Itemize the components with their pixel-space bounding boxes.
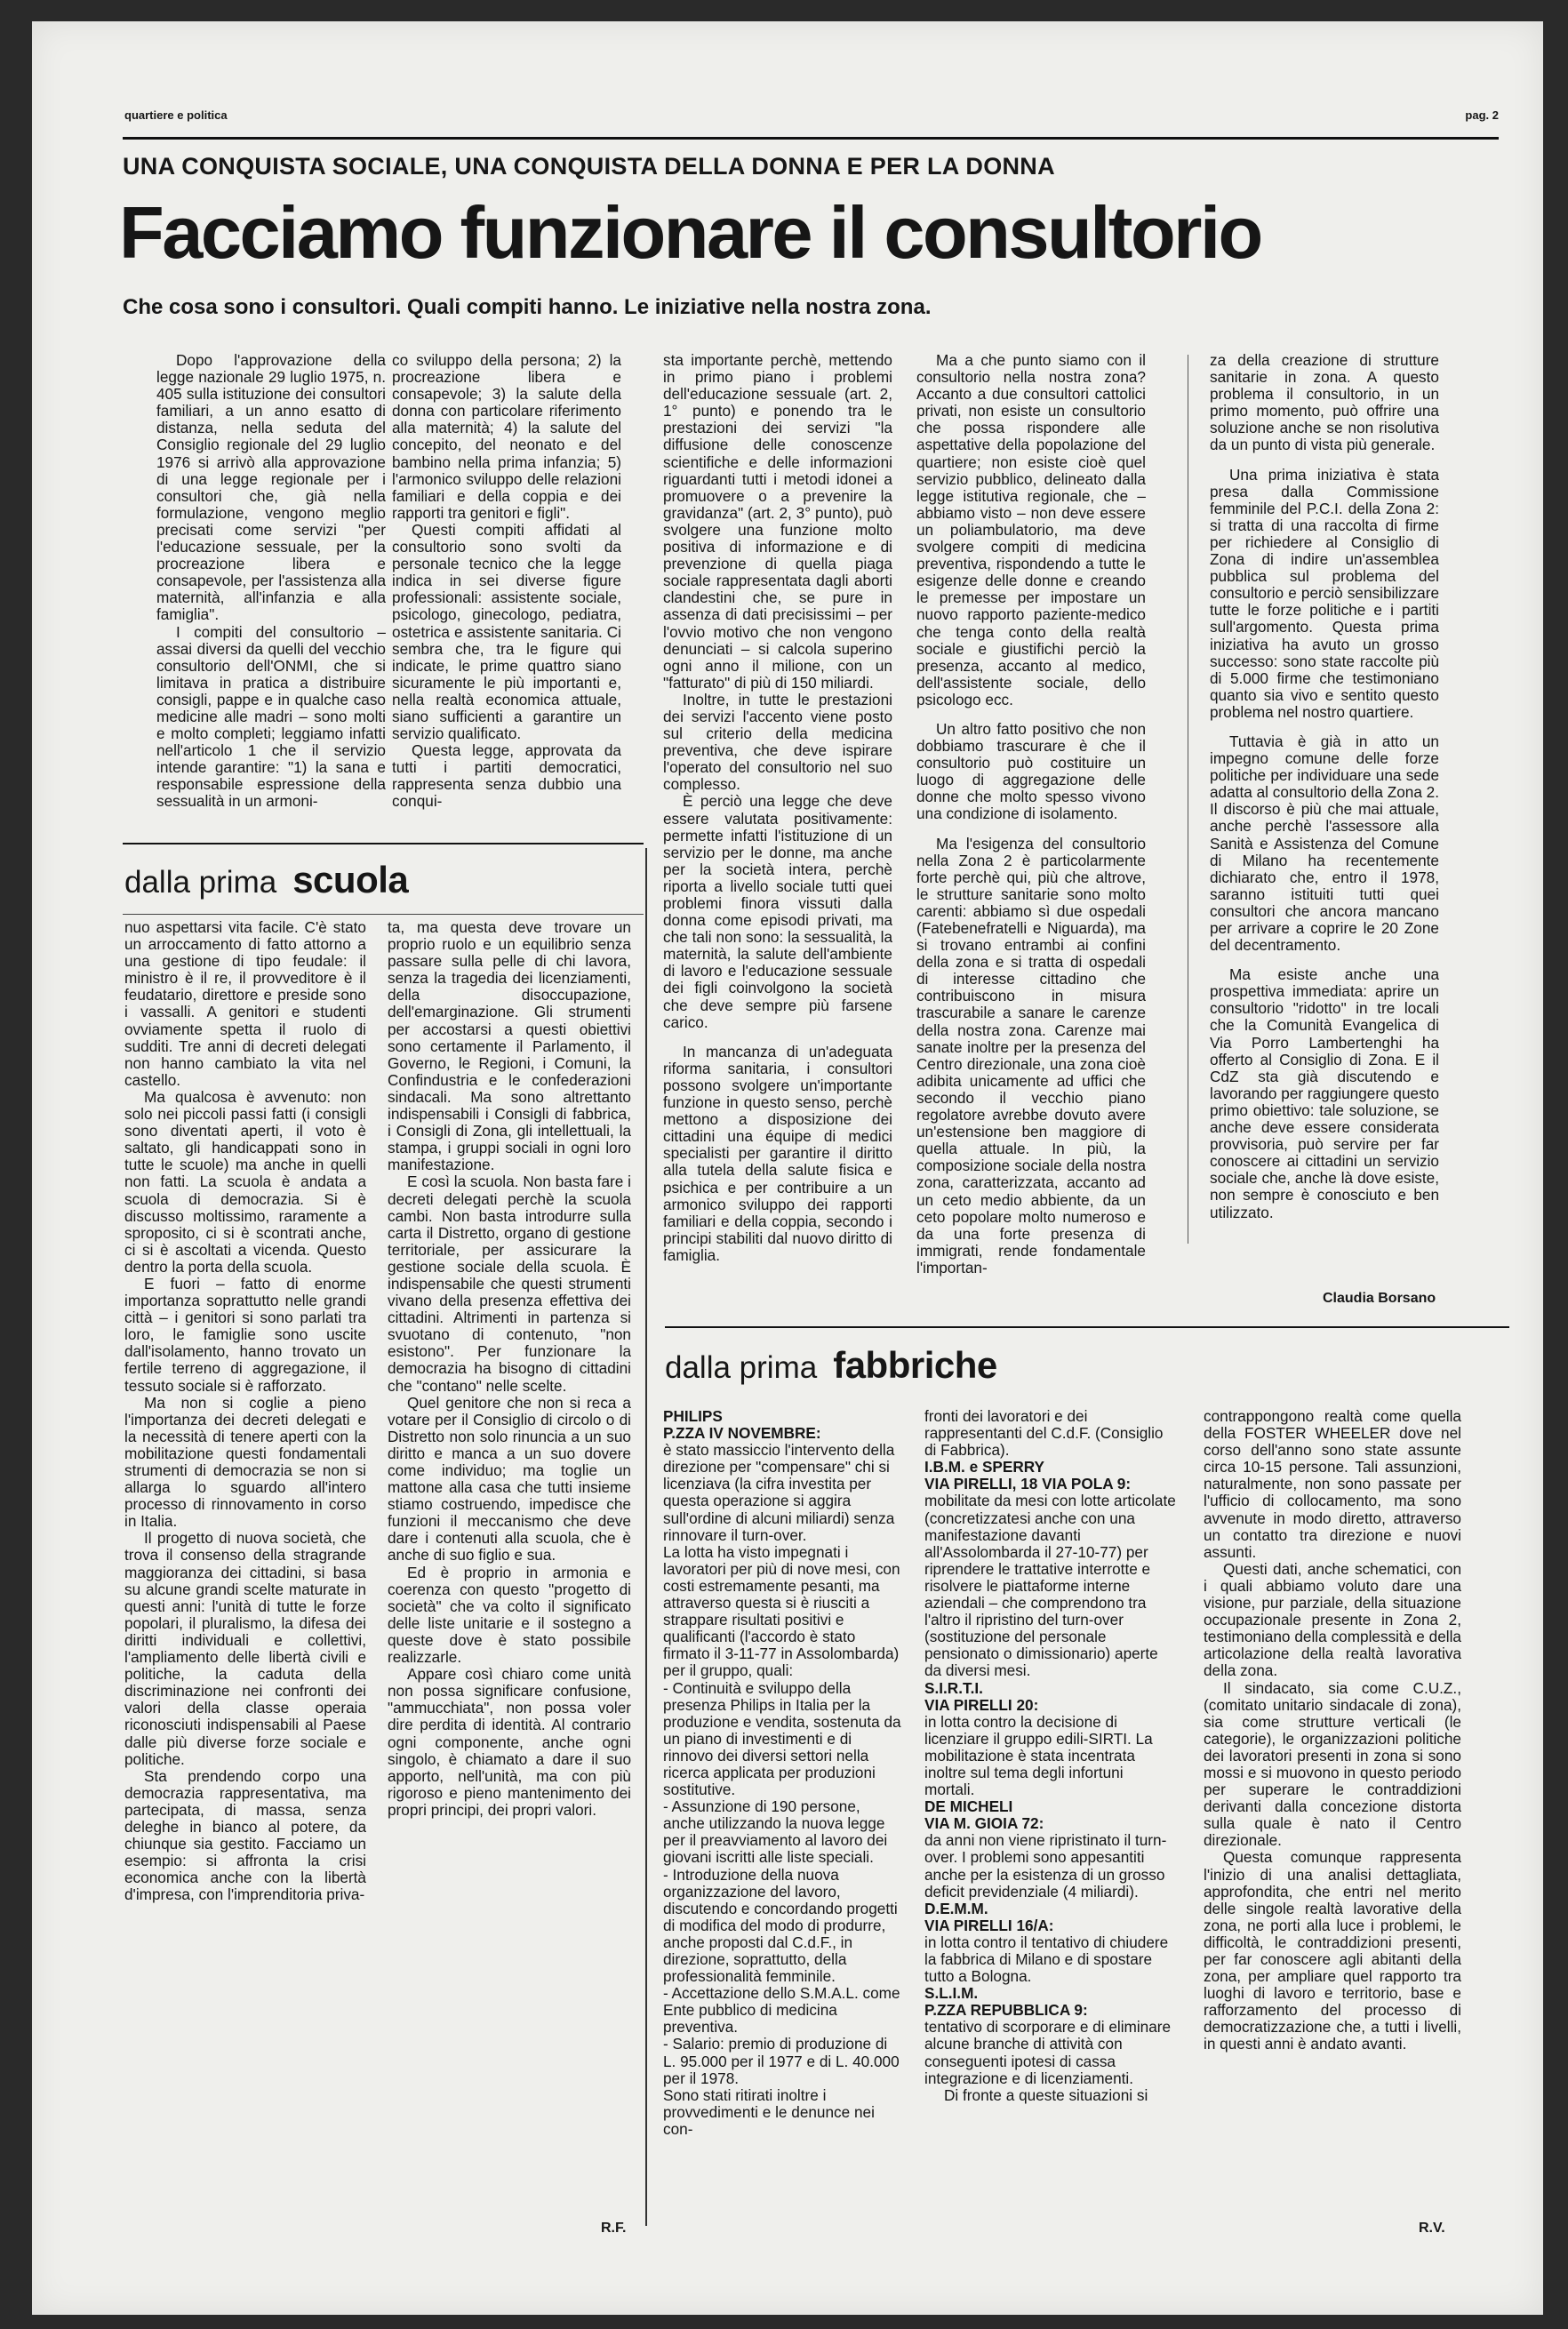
paragraph: tentativo di scorporare e di eliminare alcune branche di attività con conseguenti ipotesi di cassa integrazione e di licenziamenti. [924, 2018, 1172, 2087]
paragraph: Ma l'esigenza del consultorio nella Zona 2 è particolarmente forte perchè qui, più che altrove, le strutture sanitarie sono molto carenti: abbiamo sì due ospedali (Fatebenefratelli e Niguarda), ma si trovano entrambi ai confini della zona e si tratta di ospedali di interesse cittadino che contribuiscono in misura trascurabile a sanare le carenze della nostra zona. Carenze mai sanate inoltre per la presenza del Centro direzionale, una zona cioè adibita unicamente ad uffici che secondo il vecchio piano regolatore avrebbe dovuto avere un'estensione ben maggiore di quella attuale. In più, la composizione sociale della nostra zona, caratterizzata, accanto ad un ceto medio abbiente, da un ceto popolare molto numeroso e da una forte presenza di immigrati, rende fondamentale l'importan- [916, 834, 1146, 1277]
scuola-column-2 [388, 919, 631, 2217]
paragraph: Tuttavia è già in atto un impegno comune delle forze politiche per individuare una sede adatta al consultorio della Zona 2. Il discorso è più che mai attuale, anche perchè l'assessore alla Sanità e Assistenza del Comune di Milano ha recentemente dichiarato che, entro il 1978, saranno istituiti tutti quei consultori che ancora mancano per arrivare a coprire le 20 Zone del decentramento. [1210, 732, 1439, 955]
company-address: VIA PIRELLI 20: [924, 1695, 1039, 1714]
article-column-1 [156, 352, 386, 832]
paragraph: Ma a che punto siamo con il consultorio nella nostra zona? Accanto a due consultori cattolici privati, non esiste un consultorio che possa rispondere alle aspettative della popolazione del quartiere; non esiste cioè quel servizio pubblico, delineato dalla legge istitutiva regionale, che – abbiamo visto – non deve essere un poliambulatorio, ma deve svolgere compiti di medicina preventiva, rispondendo a tutte le esigenze delle donne e creando le premesse per impostare un nuovo rapporto paziente-medico che tenga conto della realtà sociale e giustifichi perciò la presenza, accanto al medico, dell'assistente sociale, dello psicologo ecc. [916, 352, 1146, 708]
article-column-4 [916, 352, 1146, 1298]
company-address: VIA M. GIOIA 72: [924, 1814, 1044, 1833]
scuola-column-1 [124, 919, 366, 2226]
heading-keyword: fabbriche [833, 1344, 997, 1386]
heading-keyword: scuola [292, 859, 409, 900]
company-name: I.B.M. e SPERRY [924, 1458, 1044, 1477]
paragraph: Questi dati, anche schematici, con i quali abbiamo voluto dare una visione, pur parziale, della situazione occupazionale presente in Zona 2, testimoniano della complessità e della articolazione della realtà lavorativa della zona. [1204, 1559, 1461, 1680]
section-label: quartiere e politica [124, 108, 228, 122]
company-address: VIA PIRELLI 16/A: [924, 1916, 1054, 1934]
paragraph: Questa legge, approvata da tutti i partiti democratici, rappresenta senza dubbio una conqui- [392, 741, 621, 811]
paragraph: E fuori – fatto di enorme importanza soprattutto nelle grandi città – i genitori si sono parlati tra loro, le famiglie sono uscite dall'isolamento, hanno trovato un fertile terreno di aggregazione, il tessuto sociale si è rafforzato. [124, 1274, 366, 1395]
paragraph: Il progetto di nuova società, che trova il consenso della stragrande maggioranza dei cittadini, si basa su alcune grandi scelte maturate in questi anni: l'unità di tutte le forze popolari, il pluralismo, la difesa dei diritti individuali e collettivi, l'ampliamento delle libertà civili e politiche, la caduta della discriminazione nei confronti dei valori della classe operaia riconosciuti indispensabili al Paese dalle più diverse forze sociale e politiche. [124, 1529, 366, 1768]
list-item: - Assunzione di 190 persone, anche utilizzando la nuova legge per il preavviamento al lavoro dei giovani iscritti alle liste speciali. [663, 1797, 888, 1867]
paragraph: Ed è proprio in armonia e coerenza con questo "progetto di società" che va colto il significato delle liste unitarie e il sostegno a queste dove è stato possibile realizzarle. [388, 1563, 631, 1667]
newspaper-page [32, 21, 1543, 2315]
company-address: P.ZZA IV NOVEMBRE: [663, 1424, 821, 1443]
article-column-3 [663, 352, 892, 1298]
paragraph: mobilitate da mesi con lotte articolate (concretizzatesi anche con una manifestazione davanti all'Assolombarda il 27-10-77) per riprendere le trattative interrotte e risolvere le piattaforme interne aziendali – che comprendono tra l'altro il ripristino del turn-over (sostituzione del personale pensionato o dimissionario) aperte da diversi mesi. [924, 1492, 1176, 1680]
paragraph: Inoltre, in tutte le prestazioni dei servizi l'accento viene posto sul criterio della medicina preventiva, che deve ispirare l'operato del consultorio nel suo complesso. [663, 690, 892, 794]
column-divider [645, 848, 647, 2226]
paragraph: È perciò una legge che deve essere valutata positivamente: permette infatti l'istituzione di un servizio per le donne, ma anche per la società intera, perchè riporta a livello sociale tutti quei problemi finora vissuti dalla donna come episodi privati, ma che tali non sono: la sessualità, la maternità, la salute dell'ambiente di lavoro e l'educazione sessuale dei figli coinvolgono la società che deve sempre più farsene carico. [663, 792, 892, 1031]
paragraph: Ma qualcosa è avvenuto: non solo nei piccoli passi fatti (i consigli sono diventati aperti, il voto è saltato, gli handicappati sono in tutte le scuole) ma anche in quelli non fatti. La scuola è andata a scuola di democrazia. Si è discusso moltissimo, raramente a sproposito, ci si è scontrati anche, ci si è ascoltati a vicenda. Questo dentro la porta della scuola. [124, 1087, 366, 1276]
paragraph: Appare così chiaro come unità non possa significare confusione, "ammucchiata", non possa voler dire perdita di identità. Al contrario ogni componente, anche ogni singolo, è chiamato a dare il suo apporto, nell'unità, ma con più rigoroso e pieno mantenimento dei propri principi, dei propri valori. [388, 1665, 631, 1819]
paragraph: E così la scuola. Non basta fare i decreti delegati perchè la scuola cambi. Non basta introdurre sulla carta il Distretto, organo di gestione territoriale, per assicurare la gestione sociale della scuola. È indispensabile che questi strumenti vivano della presenza effettiva dei cittadini. Altrimenti in partenza si svuotano di contenuto, "non esistono". Per funzionare la democrazia ha bisogno di cittadini che "contano" nelle scelte. [388, 1173, 631, 1395]
scuola-heading [124, 859, 408, 901]
paragraph: Il sindacato, sia come C.U.Z., (comitato unitario sindacale di zona), sia come strutture verticali (le categorie), le organizzazioni politiche dei lavoratori presenti in zona si sono mossi e si muovono in questo periodo per superare le contraddizioni derivanti dalla concezione distorta sulla quale è nato il Centro direzionale. [1204, 1678, 1461, 1850]
paragraph: co sviluppo della persona; 2) la procreazione libera e consapevole; 3) la salute della donna con particolare riferimento alla maternità; 4) la salute del concepito, del neonato e del bambino nella prima infanzia; 5) l'armonico sviluppo delle relazioni familiari e della coppia e dei rapporti tra genitori e figli". [392, 352, 621, 522]
paragraph: Questi compiti affidati al consultorio sono svolti da personale tecnico che la legge indica in sei diverse figure professionali: assistente sociale, psicologo, ginecologo, pediatra, ostetrica e assistente sanitaria. Ci sembra che, tra le figure qui indicate, le prime quattro siano sicuramente le più importanti e, nella realtà economica attuale, siano sufficienti a garantire un servizio qualificato. [392, 520, 621, 743]
paragraph: da anni non viene ripristinato il turn-over. I problemi sono appesantiti anche per la esistenza di un grosso deficit previdenziale (4 miliardi). [924, 1831, 1167, 1901]
paragraph: fronti dei lavoratori e dei rappresentanti del C.d.F. (Consiglio di Fabbrica). [924, 1408, 1164, 1460]
list-item: - Accettazione dello S.M.A.L. come Ente pubblico di medicina preventiva. [663, 1984, 900, 2037]
article-column-2 [392, 352, 621, 832]
paragraph: I compiti del consultorio – assai diversi da quelli del vecchio consultorio dell'ONMI, che si limitava in pratica a distribuire consigli, pappe e in qualche caso medicine alle madri – sono molti e molto completi; leggiamo infatti nell'articolo 1 che il servizio intende garantire: "1) la sana e responsabile espressione della sessualità in un armoni- [156, 622, 386, 811]
fabbriche-column-2 [924, 1408, 1177, 2226]
company-name: D.E.M.M. [924, 1899, 988, 1917]
article-column-5 [1210, 352, 1439, 1285]
scuola-author: R.F. [601, 2221, 627, 2236]
paragraph: nuo aspettarsi vita facile. C'è stato un arroccamento di fatto attorno a una gestione di tipo feudale: il ministro è il re, il provveditore è il feudatario, direttore e preside sono i vassalli. A genitori e studenti ovviamente spetta il ruolo di sudditi. Tre anni di decreti delegati non hanno cambiato la vita nel castello. [124, 919, 366, 1089]
paragraph: ta, ma questa deve trovare un proprio ruolo e un equilibrio senza passare sulla pelle di chi lavora, senza la tragedia dei licenziamenti, della disoccupazione, dell'emarginazione. Gli strumenti per accostarsi a questi obiettivi sono certamente il Parlamento, il Governo, le Regioni, i Comuni, la Confindustria e le confederazioni sindacali. Ma sono altrettanto indispensabili i Consigli di fabbrica, i Consigli di Zona, gli intellettuali, la stampa, i gruppi sociali in ogni loro manifestazione. [388, 919, 631, 1174]
page-number: pag. 2 [1465, 108, 1499, 122]
paragraph: Una prima iniziativa è stata presa dalla Commissione femminile del P.C.I. della Zona 2: si tratta di una raccolta di firme per richiedere al Consiglio di Zona di indire un'assemblea pubblica sul problema del consultorio e perciò sensibilizzare tutte le forze politiche e i partiti sull'argomento. Questa prima iniziativa ha avuto un grosso successo: sono state raccolte più di 5.000 firme che testimoniano quanto sia vivo e sentito questo problema nel nostro quartiere. [1210, 465, 1439, 721]
paragraph: Sono stati ritirati inoltre i provvedimenti e le denunce nei con- [663, 2085, 875, 2138]
paragraph: sta importante perchè, mettendo in primo piano i problemi dell'educazione sessuale (art. 2, 1° punto) e ponendo tra le prestazioni dei servizi "la diffusione delle conoscenze scientifiche e delle informazioni riguardanti tutti i metodi idonei a promuovere o a prevenire la gravidanza" (art. 2, 3° punto), può svolgere una funzione molto positiva di informazione e di prevenzione di quella piaga sociale rappresentata dagli aborti clandestini che, se pure in assenza di dati precisissimi – per l'ovvio motivo che non vengono denunciati – si calcola superino ogni anno il milione, con un "fatturato" di più di 150 miliardi. [663, 352, 892, 692]
paragraph: Sta prendendo corpo una democrazia rappresentativa, ma partecipata, di massa, senza deleghe in bianco al potere, da chiunque sia gestito. Facciamo un esempio: si affronta la crisi economica anche con la libertà d'impresa, con l'imprenditoria priva- [124, 1766, 366, 1904]
company-name: S.I.R.T.I. [924, 1678, 983, 1697]
paragraph: Un altro fatto positivo che non dobbiamo trascurare è che il consultorio può costituire un luogo di aggregazione delle donne che molto spesso vivono una condizione di isolamento. [916, 719, 1146, 823]
list-item: - Continuità e sviluppo della presenza Philips in Italia per la produzione e vendita, sostenuta da un piano di investimenti e di rinnovo dei diversi settori nella ricerca applicata per produzioni sostitutive. [663, 1678, 901, 1799]
company-name: S.L.I.M. [924, 1984, 979, 2003]
paragraph: Dopo l'approvazione della legge nazionale 29 luglio 1975, n. 405 sulla istituzione dei consultori familiari, a un anno esatto di distanza, nella seduta del Consiglio regionale del 29 luglio 1976 si arrivò alla approvazione di una legge regionale per i consultori che, già nella formulazione, vengono meglio precisati come servizi "per l'educazione sessuale, per la procreazione libera e consapevole, per l'assistenza alla maternità, all'infanzia e alla famiglia". [156, 352, 386, 624]
kicker: UNA CONQUISTA SOCIALE, UNA CONQUISTA DELLA DONNA E PER LA DONNA [123, 153, 1055, 180]
list-item: - Salario: premio di produzione di L. 95.000 per il 1977 e di L. 40.000 per il 1978. [663, 2035, 900, 2087]
paragraph: in lotta contro la decisione di licenziare il gruppo edili-SIRTI. La mobilitazione è stata incentrata inoltre sul tema degli infortuni mortali. [924, 1712, 1153, 1799]
paragraph: La lotta ha visto impegnati i lavoratori per più di nove mesi, con costi estremamente pesanti, ma attraverso questa si è riusciti a strappare risultati positivi e qualificanti (l'accordo è stato firmato il 3-11-77 in Assolombarda) per il gruppo, quali: [663, 1542, 900, 1680]
paragraph: Questa comunque rappresenta l'inizio di una analisi dettagliata, approfondita, che entri nel merito delle singole realtà lavorative della zona, ne porti alla luce i problemi, le difficoltà, le contraddizioni presenti, per far conoscere agli abitanti della zona, per ampliare quel rapporto tra luoghi di lavoro e territorio, base e rafforzamento del processo di democratizzazione che, a tutti i livelli, in questi anni è andato avanti. [1204, 1848, 1461, 2053]
section-rule [123, 914, 644, 915]
fabbriche-author: R.V. [1419, 2221, 1445, 2236]
subtitle: Che cosa sono i consultori. Quali compiti hanno. Le iniziative nella nostra zona. [123, 295, 932, 319]
section-rule [123, 843, 644, 844]
paragraph: Di fronte a queste situazioni si [944, 2085, 1148, 2104]
heading-prefix: dalla prima [665, 1350, 818, 1385]
company-name: DE MICHELI [924, 1797, 1013, 1816]
paragraph: Ma non si coglie a pieno l'importanza dei decreti delegati e la necessità di tenere aperti con la mobilitazione questi fondamentali strumenti di democrazia se non si allarga lo sguardo all'intero processo di rinnovamento in corso in Italia. [124, 1393, 366, 1531]
paragraph: In mancanza di un'adeguata riforma sanitaria, i consultori possono svolgere un'importante funzione in questo senso, perchè mettono a disposizione dei cittadini una équipe di medici specialisti per garantire il diritto alla tutela della salute fisica e psichica e per contribuire a un armonico sviluppo dei rapporti familiari e della coppia, secondo i principi stabiliti dal nuovo diritto di famiglia. [663, 1042, 892, 1264]
paragraph: è stato massiccio l'intervento della direzione per "compensare" chi si licenziava (la cifra investita per questa operazione si aggira sull'ordine di alcuni miliardi) senza rinnovare il turn-over. [663, 1441, 895, 1544]
paragraph: in lotta contro il tentativo di chiudere la fabbrica di Milano e di spostare tutto a Bologna. [924, 1933, 1169, 1986]
fabbriche-column-3 [1204, 1408, 1461, 2208]
paragraph: za della creazione di strutture sanitarie in zona. A questo problema il consultorio, in un primo momento, può offrire una soluzione anche se non risolutiva da un punto di vista più generale. [1210, 352, 1439, 454]
article-author: Claudia Borsano [1323, 1291, 1436, 1306]
paragraph: Quel genitore che non si reca a votare per il Consiglio di circolo o di Distretto non solo rinuncia a un suo diritto e manca a un suo dovere come individuo; ma toglie un mattone alla casa che tutti insieme stiamo costruendo, impedisce che funzioni il meccanismo che deve dare i contenuti alla scuola, che è anche di suo figlio e sua. [388, 1393, 631, 1565]
header-rule [123, 137, 1499, 140]
fabbriche-column-1 [663, 1408, 901, 2226]
paragraph: Ma esiste anche una prospettiva immediata: aprire un consultorio "ridotto" in tre locali che la Comunità Evangelica di Via Porro Lambertenghi ha offerto al Consiglio di Zona. E il CdZ sta già discutendo e lavorando per raggiungere questo primo obiettivo: tale soluzione, se anche deve essere considerata provvisoria, può servire per far conoscere ai cittadini un servizio sociale che, anche là dove esiste, non sempre è conosciuto e ben utilizzato. [1210, 965, 1439, 1221]
page-title: Facciamo funzionare il consultorio [119, 191, 1261, 274]
company-address: VIA PIRELLI, 18 VIA POLA 9: [924, 1475, 1132, 1493]
section-rule [665, 1326, 1509, 1328]
company-address: P.ZZA REPUBBLICA 9: [924, 2001, 1088, 2020]
fabbriche-heading [665, 1344, 997, 1387]
company-name: PHILIPS [663, 1408, 723, 1425]
list-item: - Introduzione della nuova organizzazione del lavoro, discutendo e concordando progetti di modifica del modo di produrre, anche proposti dal C.d.F., in direzione, soprattutto, della professionalità femminile. [663, 1865, 898, 1986]
paragraph: contrappongono realtà come quella della FOSTER WHEELER dove nel corso dell'anno sono state assunte circa 10-15 persone. Tali assunzioni, naturalmente, non sono passate per l'ufficio di collocamento, ma sono avvenute in modo diretto, attraverso un contatto tra direzione e nuovi assunti. [1204, 1408, 1461, 1561]
heading-prefix: dalla prima [124, 865, 277, 900]
